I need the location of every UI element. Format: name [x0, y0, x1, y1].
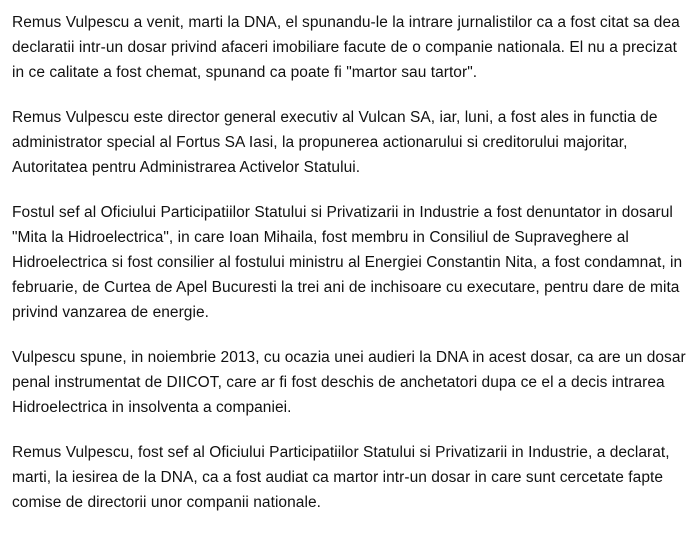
article-paragraph: Remus Vulpescu a venit, marti la DNA, el spunandu-le la intrare jurnalistilor ca a fost citat sa dea declaratii intr-un dosar privind afaceri imobiliare facute de o companie nationala. El nu a precizat in ce calitate a fost chemat, spunand ca poate fi "martor sau tartor". — [12, 14, 680, 81]
article-paragraph: Remus Vulpescu, fost sef al Oficiului Participatiilor Statului si Privatizarii in Industrie, a declarat, marti, la iesirea de la DNA, ca a fost audiat ca martor intr-un dosar in care sunt cercetate fapte comise de directorii unor companii nationale. — [12, 444, 670, 511]
article-paragraph: Fostul sef al Oficiului Participatiilor Statului si Privatizarii in Industrie a fost denuntator in dosarul "Mita la Hidroelectrica", in care Ioan Mihaila, fost membru in Consiliul de Supraveghere al Hidroelectrica si fost consilier al fostului ministru al Energiei Constantin Nita, a fost condamnat, in februarie, de Curtea de Apel Bucuresti la trei ani de inchisoare cu executare, pentru dare de mita privind vanzarea de energie. — [12, 204, 683, 321]
article-paragraph: Vulpescu spune, in noiembrie 2013, cu ocazia unei audieri la DNA in acest dosar, ca are un dosar penal instrumentat de DIICOT, care ar fi fost deschis de anchetatori dupa ce el a decis intrarea Hidroelectrica in insolventa a companiei. — [12, 349, 686, 416]
article-paragraph: Remus Vulpescu este director general executiv al Vulcan SA, iar, luni, a fost ales in functia de administrator special al Fortus SA Iasi, la propunerea actionarului si creditorului majoritar, Autoritatea pentru Administrarea Activelor Statului. — [12, 109, 658, 176]
